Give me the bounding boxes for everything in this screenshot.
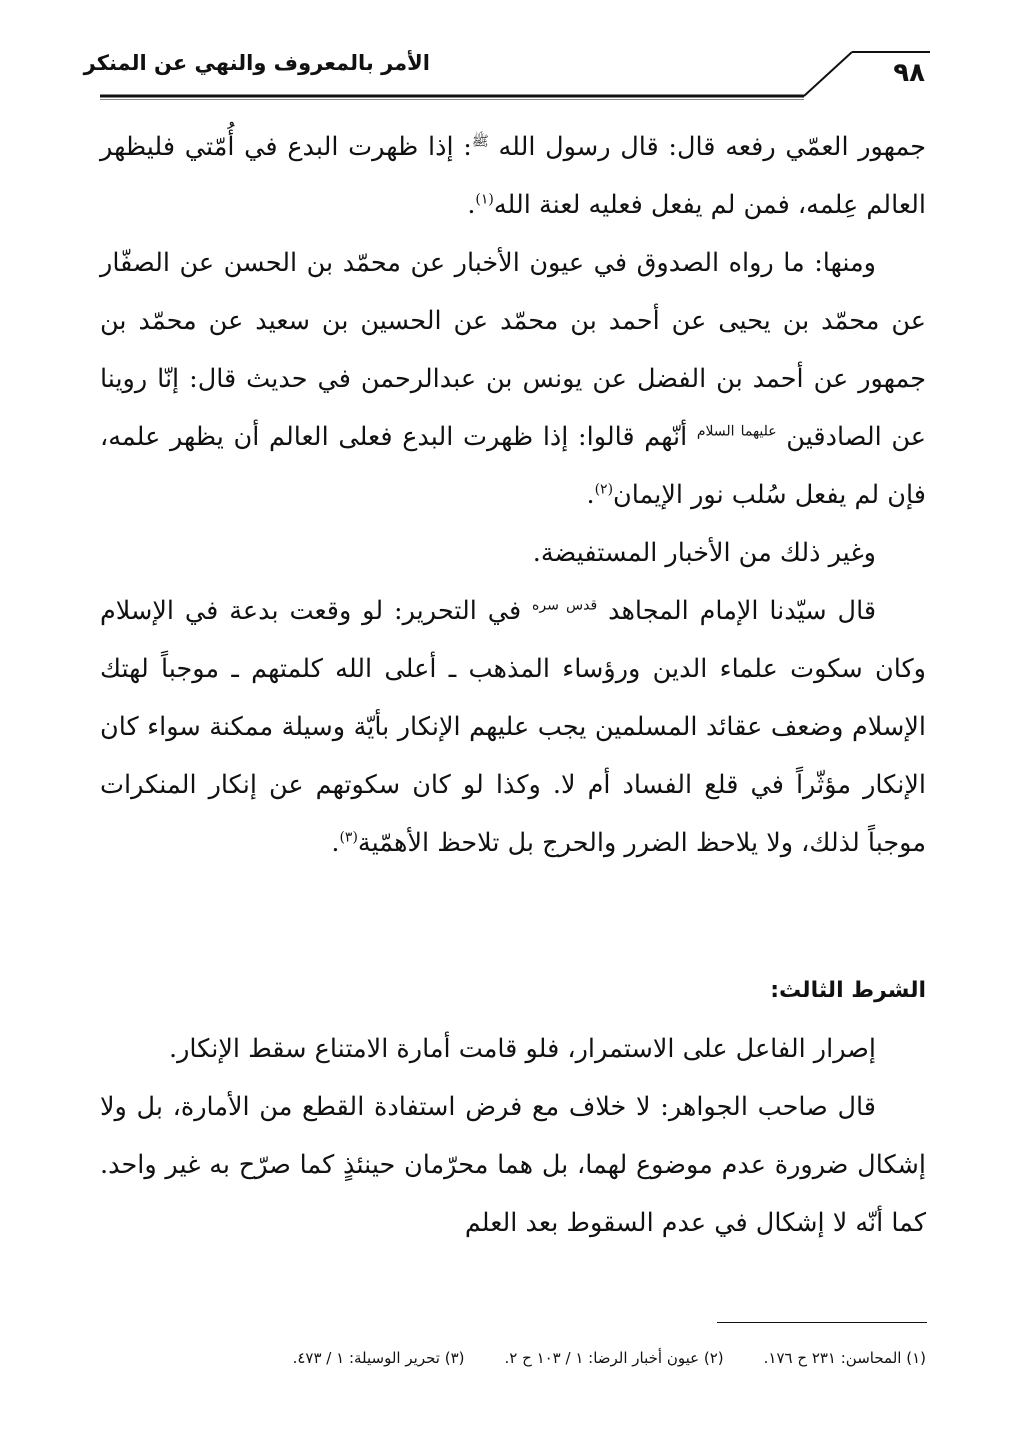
- text-run: قال سيّدنا الإمام المجاهد: [608, 596, 877, 626]
- text-run: جمهور العمّي رفعه قال: قال رسول الله: [498, 132, 926, 162]
- text-run: .: [331, 828, 340, 858]
- spacer: [100, 872, 926, 962]
- footnotes: [100, 1346, 926, 1370]
- running-title: الأمر بالمعروف والنهي عن المنكر: [83, 51, 430, 75]
- text-run: في التحرير: لو وقعت بدعة في الإسلام وكان سكوت علماء الدين ورؤساء المذهب ـ أعلى الله كلمتهم ـ موجباً لهتك الإسلام وضعف عقائد المسلمين يجب عليهم الإنكار بأيّة وسيلة ممكنة سواء كان الإنكار مؤثّراً في قلع الفساد أم لا. وكذا لو كان سكوتهم عن إنكار المنكرات موجباً لذلك، ولا يلاحظ الضرر والحرج بل تلاحظ الأهمّية: [100, 596, 926, 858]
- paragraph: [100, 118, 926, 234]
- text-run: .: [467, 190, 476, 220]
- paragraph: [100, 234, 926, 524]
- footnote-ref: (١): [475, 191, 494, 208]
- footnote-ref: (٣): [339, 829, 358, 846]
- honorific-symbol: ﷺ: [471, 133, 489, 150]
- paragraph: [100, 582, 926, 872]
- footnote-ref: (٢): [594, 481, 614, 498]
- text-run: ومنها: ما رواه الصدوق في عيون الأخبار عن محمّد بن الحسن عن الصفّار عن محمّد بن يحيى عن أحمد بن محمّد عن الحسين بن سعيد عن محمّد بن جمهور عن أحمد بن الفضل عن يونس بن عبدالرحمن في حديث قال: إنّا روينا عن الصادقين: [100, 248, 926, 452]
- text-run: .: [586, 480, 595, 510]
- footnote-item: (٣) تحرير الوسيلة: ١ / ٤٧٣.: [292, 1349, 465, 1367]
- main-text: [100, 118, 926, 1252]
- honorific-symbol: عليهما السلام: [696, 423, 777, 440]
- footnote-separator: [717, 1322, 927, 1323]
- text-run: أنّهم قالوا: إذا ظهرت البدع فعلى العالم أن يظهر علمه، فإن لم يفعل سُلب نور الإيمان: [100, 422, 926, 510]
- honorific-symbol: قدس سره: [532, 597, 598, 614]
- paragraph: وغير ذلك من الأخبار المستفيضة.: [532, 538, 876, 568]
- page-number: ٩٨: [893, 58, 925, 88]
- paragraph: قال صاحب الجواهر: لا خلاف مع فرض استفادة القطع من الأمارة، بل ولا إشكال ضرورة عدم موضوع لهما، بل هما محرّمان حينئذٍ كما صرّح به غير واحد. كما أنّه لا إشكال في عدم السقوط بعد العلم: [100, 1092, 926, 1238]
- paragraph: إصرار الفاعل على الاستمرار، فلو قامت أمارة الامتناع سقط الإنكار.: [168, 1034, 876, 1064]
- section-heading: الشرط الثالث:: [770, 978, 926, 1003]
- footnote-item: (١) المحاسن: ٢٣١ ح ١٧٦.: [763, 1349, 926, 1367]
- text-run: : إذا ظهرت البدع في أُمّتي فليظهر العالم عِلمه، فمن لم يفعل فعليه لعنة الله: [100, 132, 926, 220]
- footnote-item: (٢) عيون أخبار الرضا: ١ / ١٠٣ ح ٢.: [504, 1349, 724, 1367]
